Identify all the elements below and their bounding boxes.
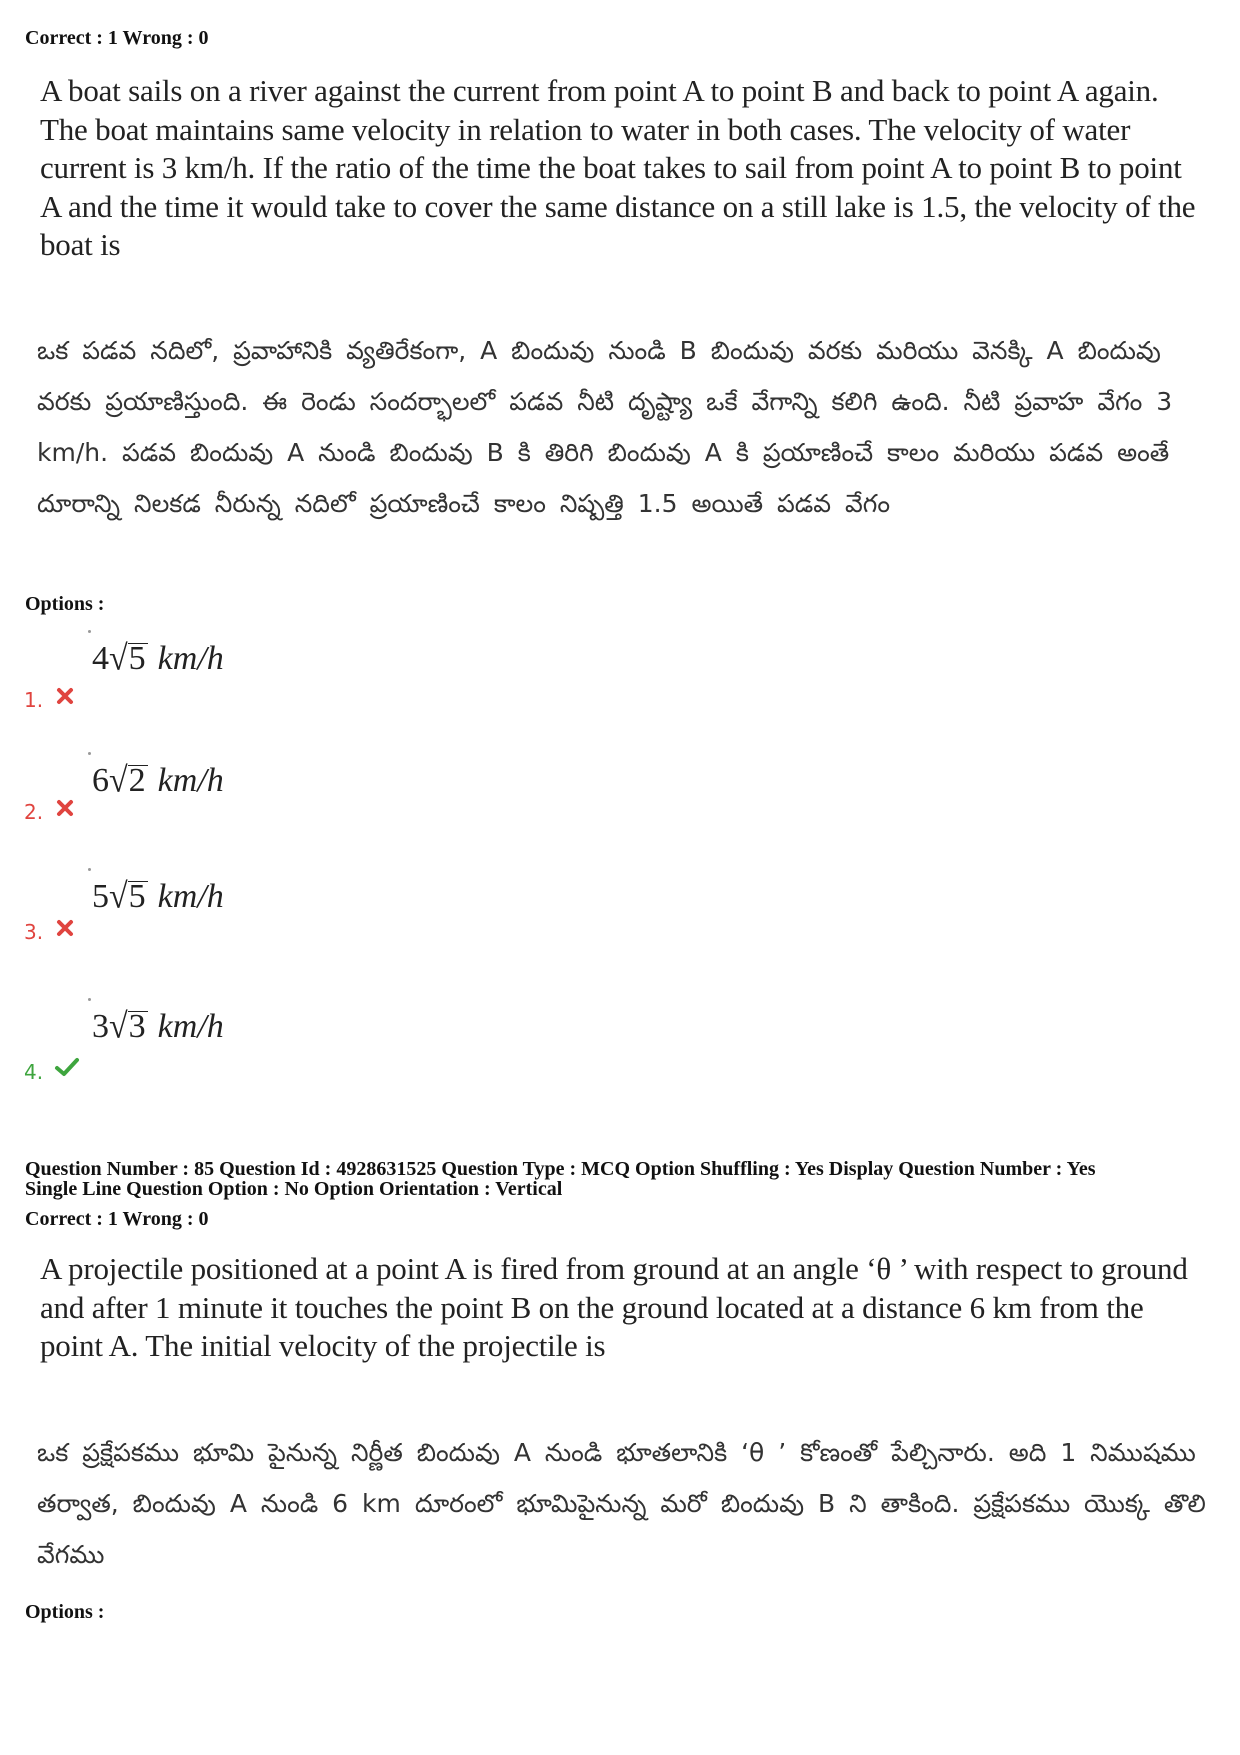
radical-sign: √ xyxy=(109,761,128,800)
option-4-coefficient: 3 xyxy=(92,1008,109,1045)
option-marker-dot xyxy=(88,868,91,871)
q85-english-text: A projectile positioned at a point A is fired from ground at an angle ‘θ ’ with respect to ground and after 1 minute it touches the point B on the ground located at a distance 6 km from the point A. The initial velocity of the projectile is xyxy=(40,1251,1188,1363)
option-3-unit: km/h xyxy=(157,878,224,915)
option-4-number: 4. xyxy=(24,1060,44,1084)
option-3-expression xyxy=(92,878,224,916)
option-marker-dot xyxy=(88,998,91,1001)
q84-score: Correct : 1 Wrong : 0 xyxy=(25,27,209,49)
q85-telugu-text: ఒక ప్రక్షేపకము భూమి పైనున్న నిర్ణీత బిందువు A నుండి భూతలానికి ‘θ ’ కోణంతో పేల్చినారు. అది 1 నిముషము తర్వాత, బిందువు A నుండి 6 km దూరంలో భూమిపైనున్న మరో బిందువు B ని తాకింది. ప్రక్షేపకము యొక్క తొలి వేగము xyxy=(37,1438,1206,1569)
radical-sign: √ xyxy=(109,639,128,678)
option-3-coefficient: 5 xyxy=(92,878,109,915)
q84-english-text: A boat sails on a river against the current from point A to point B and back to point A again. The boat maintains same velocity in relation to water in both cases. The velocity of water current is 3 km/h. If the ratio of the time the boat takes to sail from point A to point B to point A and the time it would take to cover the same distance on a still lake is 1.5, the velocity of the boat is xyxy=(40,73,1196,262)
option-1-number: 1. xyxy=(24,688,44,712)
option-1-expression xyxy=(92,640,224,678)
option-marker-dot xyxy=(88,752,91,755)
option-2-radicand: 2 xyxy=(128,762,146,799)
option-2-number: 2. xyxy=(24,800,44,824)
option-1-unit: km/h xyxy=(157,640,224,677)
q85-info-line-2: Single Line Question Option : No Option Orientation : Vertical xyxy=(25,1178,563,1200)
q84-options-label: Options : xyxy=(25,593,105,615)
option-2-unit: km/h xyxy=(157,762,224,799)
wrong-x-icon xyxy=(54,797,76,819)
q85-info-line-1: Question Number : 85 Question Id : 4928631525 Question Type : MCQ Option Shuffling : Yes Display Question Number : Yes xyxy=(25,1158,1096,1180)
option-2-coefficient: 6 xyxy=(92,762,109,799)
radical-sign: √ xyxy=(109,877,128,916)
option-4-expression xyxy=(92,1008,224,1046)
option-3-radicand: 5 xyxy=(128,878,146,915)
q85-score: Correct : 1 Wrong : 0 xyxy=(25,1208,209,1230)
q85-options-label: Options : xyxy=(25,1601,105,1623)
q84-telugu-text: ఒక పడవ నదిలో, ప్రవాహానికి వ్యతిరేకంగా, A బిందువు నుండి B బిందువు వరకు మరియు వెనక్కి A బిందువు వరకు ప్రయాణిస్తుంది. ఈ రెండు సందర్భాలలో పడవ నీటి దృష్ట్యా ఒకే వేగాన్ని కలిగి ఉంది. నీటి ప్రవాహ వేగం 3 km/h. పడవ బిందువు A నుండి బిందువు B కి తిరిగి బిందువు A కి ప్రయాణించే కాలం మరియు పడవ అంతే దూరాన్ని నిలకడ నీరున్న నదిలో ప్రయాణించే కాలం నిష్పత్తి 1.5 అయితే పడవ వేగం xyxy=(37,336,1173,518)
wrong-x-icon xyxy=(54,685,76,707)
option-marker-dot xyxy=(88,630,91,633)
correct-check-icon xyxy=(54,1056,80,1078)
option-1-radicand: 5 xyxy=(128,640,146,677)
option-4-radicand: 3 xyxy=(128,1008,146,1045)
radical-sign: √ xyxy=(109,1007,128,1046)
wrong-x-icon xyxy=(54,917,76,939)
option-1-coefficient: 4 xyxy=(92,640,109,677)
option-2-expression xyxy=(92,762,224,800)
option-3-number: 3. xyxy=(24,920,44,944)
option-4-unit: km/h xyxy=(157,1008,224,1045)
